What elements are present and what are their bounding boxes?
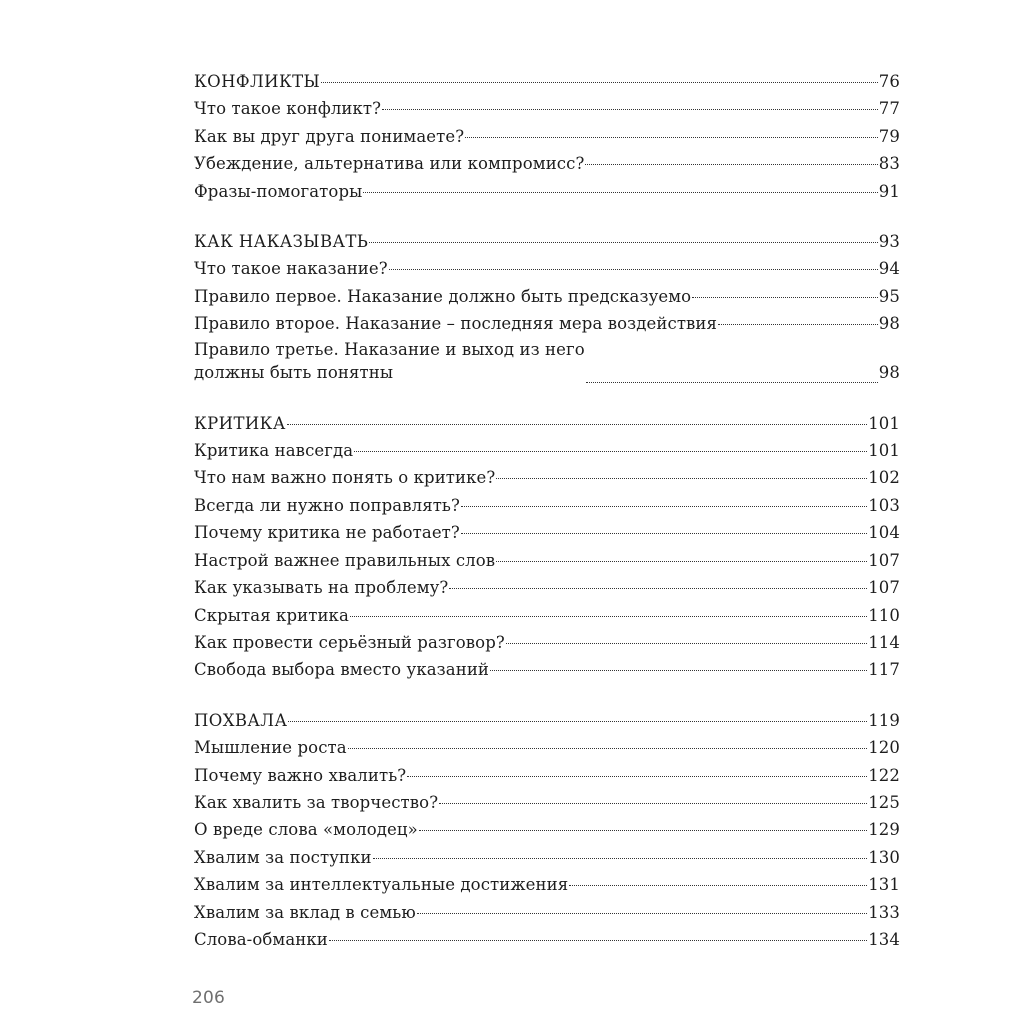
toc-entry-page: 104 (868, 523, 900, 543)
toc-entry-page: 102 (868, 468, 900, 488)
toc-entry-title: Хвалим за вклад в семью (194, 902, 416, 922)
dot-leader (369, 242, 878, 243)
dot-leader (350, 616, 867, 617)
toc-entry-page: 129 (868, 820, 900, 840)
dot-leader (569, 885, 867, 886)
toc-entry-title: О вреде слова «молодец» (194, 820, 418, 840)
toc-entry-page: 98 (878, 363, 900, 383)
toc-entry[interactable] (194, 816, 900, 843)
toc-entry-title (194, 338, 585, 387)
toc-entry-page: 120 (868, 738, 900, 758)
toc-entry-title: Как указывать на проблему? (194, 578, 449, 598)
toc-entry-page: 91 (878, 181, 900, 201)
toc-entry-page: 107 (868, 578, 900, 598)
toc-section-criticism (194, 410, 900, 684)
dot-leader (287, 424, 867, 425)
toc-entry-title: Правило первое. Наказание должно быть предсказуемо (194, 286, 692, 306)
toc-entry-page: 119 (868, 710, 900, 730)
toc-section-heading[interactable] (194, 707, 900, 734)
toc-entry-page: 76 (878, 72, 900, 91)
toc-entry-title: Убеждение, альтернатива или компромисс? (194, 154, 585, 174)
toc-entry[interactable] (194, 283, 900, 310)
toc-section-heading[interactable] (194, 228, 900, 255)
toc-entry[interactable] (194, 437, 900, 464)
toc-entry[interactable] (194, 338, 900, 387)
dot-leader (363, 192, 877, 193)
toc-section-heading[interactable] (194, 68, 900, 95)
toc-entry-title: КОНФЛИКТЫ (194, 72, 321, 91)
toc-entry-title: ПОХВАЛА (194, 710, 288, 730)
toc-entry-title: Фразы-помогаторы (194, 181, 363, 201)
dot-leader (461, 506, 867, 507)
toc-entry[interactable] (194, 789, 900, 816)
toc-section-praise (194, 707, 900, 954)
toc-entry-title: Почему критика не работает? (194, 523, 460, 543)
toc-entry-title: КРИТИКА (194, 413, 286, 433)
toc-entry-title-line: Правило третье. Наказание и выход из него (194, 339, 585, 359)
toc-entry-page: 98 (878, 314, 900, 334)
toc-entry-title: Правило второе. Наказание – последняя мера воздействия (194, 314, 718, 334)
toc-entry-title: Свобода выбора вместо указаний (194, 660, 490, 680)
toc-entry-page: 125 (868, 792, 900, 812)
dot-leader (373, 858, 868, 859)
toc-entry[interactable] (194, 150, 900, 177)
dot-leader (439, 803, 867, 804)
dot-leader (461, 533, 867, 534)
table-of-contents (194, 68, 900, 953)
toc-entry-title-line: должны быть понятны (194, 362, 394, 382)
toc-entry-page: 95 (878, 286, 900, 306)
toc-entry[interactable] (194, 178, 900, 205)
toc-section-heading[interactable] (194, 410, 900, 437)
dot-leader (419, 830, 867, 831)
toc-entry[interactable] (194, 123, 900, 150)
dot-leader (586, 382, 878, 383)
toc-entry-title: Что нам важно понять о критике? (194, 468, 496, 488)
toc-entry-page: 114 (868, 632, 900, 652)
toc-entry-page: 131 (868, 875, 900, 895)
toc-entry-title: КАК НАКАЗЫВАТЬ (194, 232, 369, 252)
toc-entry-page: 94 (878, 259, 900, 279)
dot-leader (389, 269, 878, 270)
dot-leader (288, 721, 867, 722)
toc-entry-title: Что такое наказание? (194, 259, 388, 279)
toc-entry[interactable] (194, 656, 900, 683)
toc-entry-page: 83 (878, 154, 900, 174)
toc-entry[interactable] (194, 519, 900, 546)
toc-entry-page: 93 (878, 232, 900, 252)
toc-entry-title: Скрытая критика (194, 605, 349, 625)
dot-leader (496, 561, 867, 562)
toc-entry-title: Как провести серьёзный разговор? (194, 632, 505, 652)
toc-entry[interactable] (194, 547, 900, 574)
toc-entry[interactable] (194, 574, 900, 601)
toc-entry-title: Критика навсегда (194, 441, 354, 461)
toc-entry-page: 134 (868, 929, 900, 949)
toc-entry[interactable] (194, 492, 900, 519)
toc-entry-title: Мышление роста (194, 738, 347, 758)
dot-leader (417, 913, 867, 914)
toc-entry[interactable] (194, 255, 900, 282)
toc-entry-title: Как вы друг друга понимаете? (194, 126, 465, 146)
toc-entry-page: 77 (878, 99, 900, 119)
toc-entry[interactable] (194, 464, 900, 491)
toc-entry-title: Что такое конфликт? (194, 99, 382, 119)
toc-entry[interactable] (194, 629, 900, 656)
toc-entry-title: Как хвалить за творчество? (194, 792, 439, 812)
toc-entry[interactable] (194, 762, 900, 789)
toc-entry-title: Всегда ли нужно поправлять? (194, 495, 460, 515)
dot-leader (407, 776, 867, 777)
toc-entry-page: 133 (868, 902, 900, 922)
dot-leader (321, 82, 878, 83)
dot-leader (490, 670, 867, 671)
toc-entry[interactable] (194, 899, 900, 926)
dot-leader (329, 940, 867, 941)
toc-entry[interactable] (194, 871, 900, 898)
dot-leader (496, 478, 867, 479)
toc-entry-title: Слова-обманки (194, 929, 328, 949)
dot-leader (382, 109, 878, 110)
dot-leader (354, 451, 867, 452)
toc-entry-page: 122 (868, 765, 900, 785)
toc-entry-page: 110 (868, 605, 900, 625)
dot-leader (585, 164, 877, 165)
toc-entry[interactable] (194, 734, 900, 761)
toc-entry-page: 107 (868, 550, 900, 570)
dot-leader (506, 643, 867, 644)
toc-section-punishment (194, 228, 900, 387)
toc-entry[interactable] (194, 926, 900, 953)
toc-entry[interactable] (194, 844, 900, 871)
toc-entry-title: Хвалим за интеллектуальные достижения (194, 875, 569, 895)
dot-leader (718, 324, 878, 325)
toc-entry[interactable] (194, 602, 900, 629)
toc-entry-page: 117 (868, 660, 900, 680)
toc-entry-title: Почему важно хвалить? (194, 765, 407, 785)
toc-entry-page: 79 (878, 126, 900, 146)
dot-leader (465, 137, 878, 138)
toc-section-conflicts (194, 68, 900, 205)
toc-entry-page: 130 (868, 847, 900, 867)
toc-entry-page: 103 (868, 495, 900, 515)
toc-entry[interactable] (194, 95, 900, 122)
dot-leader (692, 297, 878, 298)
page-number: 206 (192, 988, 226, 1008)
dot-leader (449, 588, 867, 589)
toc-entry-title: Настрой важнее правильных слов (194, 550, 496, 570)
toc-entry-page: 101 (868, 441, 900, 461)
toc-entry[interactable] (194, 310, 900, 337)
dot-leader (348, 748, 867, 749)
toc-entry-title: Хвалим за поступки (194, 847, 372, 867)
toc-entry-page: 101 (868, 413, 900, 433)
